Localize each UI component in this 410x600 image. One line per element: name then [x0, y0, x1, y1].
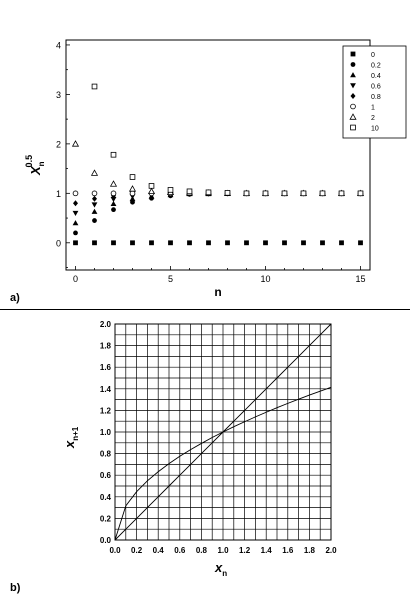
data-point: [111, 240, 116, 245]
data-point: [73, 141, 79, 146]
data-point: [225, 240, 230, 245]
data-point: [263, 240, 268, 245]
data-point: [168, 187, 173, 192]
data-point: [187, 240, 192, 245]
data-point: [130, 240, 135, 245]
x-tick-label: 1.8: [303, 546, 315, 555]
x-tick-label: 2.0: [325, 546, 337, 555]
x-tick-label: 0.8: [195, 546, 207, 555]
y-tick-label: 1.0: [99, 428, 111, 437]
data-point: [130, 175, 135, 180]
data-point: [339, 191, 344, 196]
y-tick-label: 1.2: [99, 406, 111, 416]
data-point: [149, 240, 154, 245]
data-point: [111, 207, 116, 212]
y-tick-label: 0.0: [99, 536, 111, 545]
data-point: [282, 191, 287, 196]
data-point: [320, 240, 325, 245]
y-tick-label: 1.4: [99, 384, 111, 394]
y-axis-label: $x_{n+1}$: [62, 426, 80, 448]
data-point: [92, 84, 97, 89]
y-tick-label: 0: [55, 238, 61, 249]
y-tick-label: 1.6: [99, 363, 111, 373]
y-tick-label: 0.6: [99, 471, 111, 481]
x-tick-label: 0: [72, 274, 79, 284]
data-point: [225, 190, 230, 195]
data-point: [339, 240, 344, 245]
data-point: [73, 240, 78, 245]
panel-divider: [0, 309, 410, 310]
legend-label: 0.2: [371, 62, 381, 70]
panel-a-label: a): [10, 292, 20, 304]
x-tick-label: 0.4: [152, 546, 164, 555]
legend-label: 2: [371, 115, 375, 122]
data-point: [206, 190, 211, 195]
x-tick-label: 1.4: [260, 546, 272, 555]
legend-label: 10: [371, 125, 379, 133]
x-tick-label: 1.0: [217, 546, 229, 555]
data-point: [358, 240, 363, 245]
data-point: [73, 191, 78, 196]
data-point: [73, 200, 78, 206]
data-point: [111, 191, 116, 196]
data-point: [206, 240, 211, 245]
y-tick-label: 4: [55, 40, 61, 51]
y-tick-label: 0.4: [99, 492, 111, 502]
data-point: [301, 240, 306, 245]
x-tick-label: 15: [355, 274, 366, 284]
data-point: [263, 191, 268, 196]
legend-marker: [351, 52, 356, 57]
legend-label: 1: [371, 104, 375, 112]
x-tick-label: 10: [260, 274, 271, 284]
data-point: [244, 191, 249, 196]
data-point: [168, 240, 173, 245]
data-point: [149, 184, 154, 189]
data-point: [320, 191, 325, 196]
data-point: [358, 191, 363, 196]
data-point: [92, 191, 97, 196]
y-tick-label: 0.2: [99, 514, 111, 524]
data-point: [73, 231, 78, 236]
x-tick-label: 0.2: [131, 546, 143, 555]
legend-label: 0: [371, 52, 375, 59]
y-tick-label: 2.0: [99, 320, 111, 329]
legend-label: 0.6: [371, 83, 381, 91]
y-tick-label: 2: [55, 139, 61, 150]
data-point: [92, 209, 98, 214]
x-tick-label: 1.2: [239, 546, 251, 555]
x-tick-label: 5: [167, 274, 174, 284]
x-axis-label: $x_n$: [215, 560, 228, 578]
legend-marker: [351, 104, 356, 109]
data-point: [149, 188, 155, 193]
data-point: [130, 186, 136, 191]
data-point: [282, 240, 287, 245]
data-point: [92, 240, 97, 245]
legend-marker: [351, 62, 356, 67]
data-point: [73, 220, 79, 225]
legend-label: 0.4: [371, 73, 381, 80]
x-tick-label: 0.6: [174, 546, 186, 555]
data-point: [92, 196, 97, 202]
data-point: [244, 240, 249, 245]
legend-marker: [351, 125, 356, 130]
x-tick-label: 1.6: [282, 546, 294, 555]
data-point: [92, 170, 98, 175]
y-axis-label: $X_n0.5$: [24, 154, 46, 175]
legend-box: [343, 46, 406, 138]
x-tick-label: 0.0: [109, 546, 121, 555]
y-tick-label: 1: [55, 188, 61, 199]
y-tick-label: 3: [55, 89, 61, 100]
data-point: [130, 191, 135, 196]
y-tick-label: 0.8: [99, 449, 111, 459]
data-point: [301, 191, 306, 196]
x-axis-label: n: [214, 285, 222, 299]
data-point: [92, 218, 97, 223]
y-tick-label: 1.8: [99, 341, 111, 351]
data-point: [187, 189, 192, 194]
data-point: [73, 211, 79, 216]
panel-b-label: b): [10, 582, 21, 594]
legend-label: 0.8: [371, 94, 381, 101]
data-point: [111, 181, 117, 186]
data-point: [92, 202, 98, 207]
data-point: [111, 152, 116, 157]
